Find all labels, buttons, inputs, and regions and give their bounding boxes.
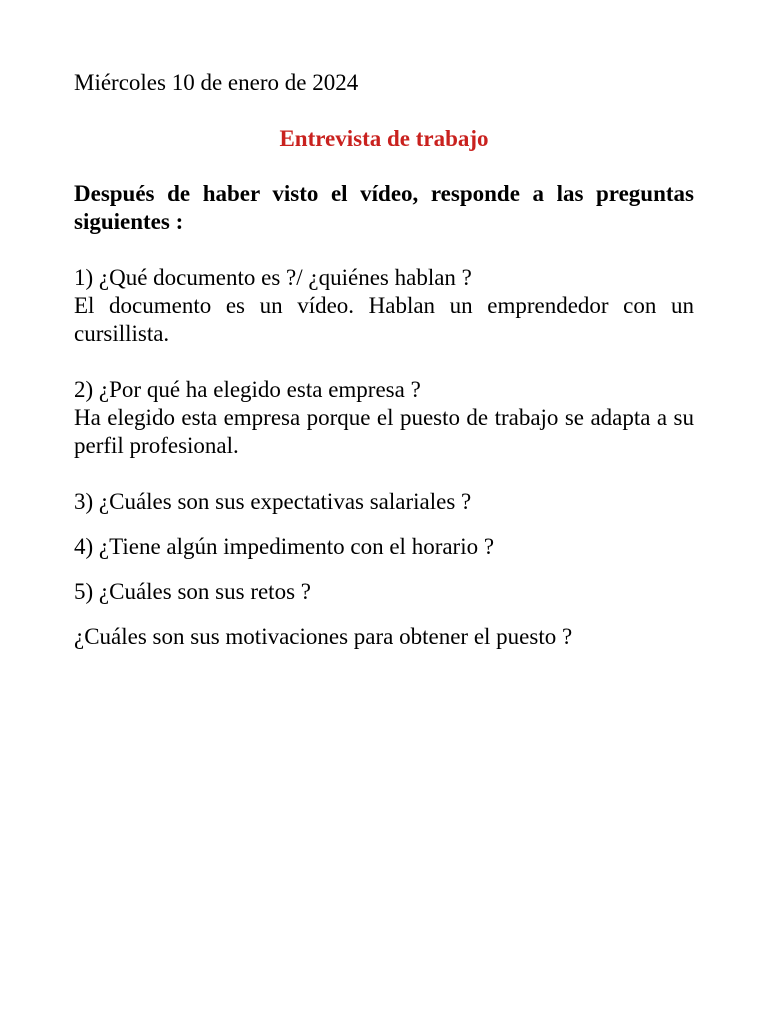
document-date: Miércoles 10 de enero de 2024 (74, 70, 359, 95)
question-2: 2) ¿Por qué ha elegido esta empresa ? (74, 377, 421, 402)
answer-2: Ha elegido esta empresa porque el puesto de trabajo se adapta a su perfil profesional. (74, 405, 694, 458)
question-6: ¿Cuáles son sus motivaciones para obtener el puesto ? (74, 624, 573, 649)
question-3: 3) ¿Cuáles son sus expectativas salariales ? (74, 489, 472, 514)
question-block-4 (74, 533, 694, 561)
question-4: 4) ¿Tiene algún impedimento con el horario ? (74, 534, 495, 559)
question-block-3 (74, 488, 694, 516)
question-block-2 (74, 376, 694, 460)
answer-1: El documento es un vídeo. Hablan un emprendedor con un cursillista. (74, 293, 694, 346)
question-1: 1) ¿Qué documento es ?/ ¿quiénes hablan ? (74, 265, 472, 290)
question-block-5 (74, 578, 694, 606)
question-5: 5) ¿Cuáles son sus retos ? (74, 579, 311, 604)
question-block-6 (74, 623, 694, 651)
question-block-1 (74, 264, 694, 348)
document-title: Entrevista de trabajo (279, 126, 489, 151)
instructions-text: Después de haber visto el vídeo, responde a las preguntas siguientes : (74, 181, 694, 234)
